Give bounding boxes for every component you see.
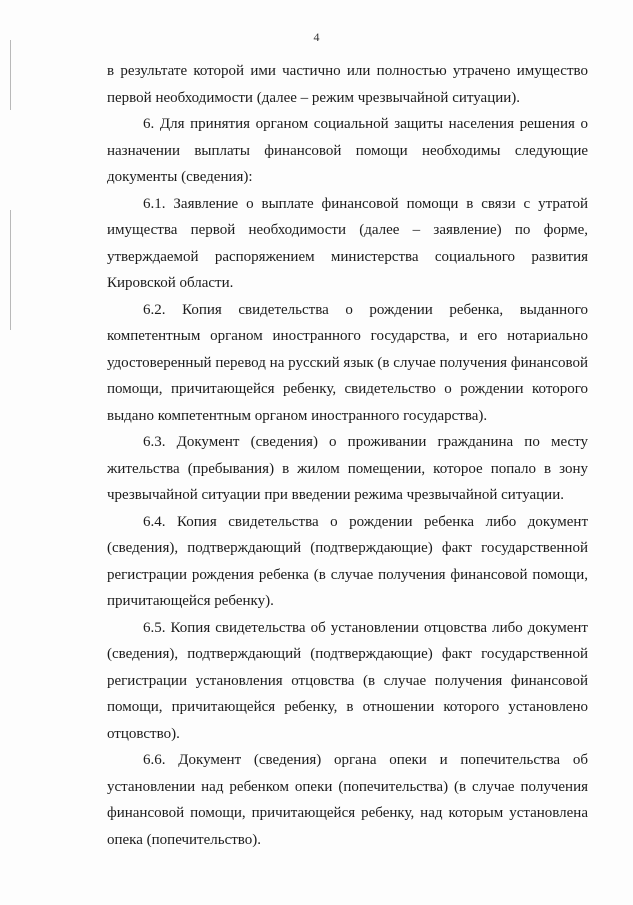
paragraph-6-3: 6.3. Документ (сведения) о проживании гражданина по месту жительства (пребывания) в жилом помещении, которое попало в зону чрезвычайной ситуации при введении режима чрезвычайной ситуации.	[107, 434, 588, 503]
document-body	[107, 58, 588, 853]
scan-edge-mark	[10, 40, 11, 110]
paragraph-6-6: 6.6. Документ (сведения) органа опеки и попечительства об установлении над ребенком опеки (попечительства) (в случае получения финансовой помощи, причитающейся ребенку, над которым установлена опека (попечительство).	[107, 752, 588, 848]
paragraph-6-2: 6.2. Копия свидетельства о рождении ребенка, выданного компетентным органом иностранного государства, и его нотариально удостоверенный перевод на русский язык (в случае получения финансовой помощи, причитающейся ребенку, свидетельство о рождении которого выдано компетентным органом иностранного государства).	[107, 301, 588, 424]
scan-edge-mark	[10, 210, 11, 330]
paragraph-continuation: в результате которой ими частично или полностью утрачено имущество первой необходимости (далее – режим чрезвычайной ситуации).	[107, 63, 588, 106]
page-number: 4	[313, 30, 320, 44]
paragraph-6-1: 6.1. Заявление о выплате финансовой помощи в связи с утратой имущества первой необходимости (далее – заявление) по форме, утверждаемой распоряжением министерства социального развития Кировской области.	[107, 195, 588, 291]
paragraph-6: 6. Для принятия органом социальной защиты населения решения о назначении выплаты финансовой помощи необходимы следующие документы (сведения):	[107, 116, 588, 185]
paragraph-6-5: 6.5. Копия свидетельства об установлении отцовства либо документ (сведения), подтверждающий (подтверждающие) факт государственной регистрации установления отцовства (в случае получения финансовой помощи, причитающейся ребенку, в отношении которого установлено отцовство).	[107, 619, 588, 742]
paragraph-6-4: 6.4. Копия свидетельства о рождении ребенка либо документ (сведения), подтверждающий (подтверждающие) факт государственной регистрации рождения ребенка (в случае получения финансовой помощи, причитающейся ребенку).	[107, 513, 588, 609]
